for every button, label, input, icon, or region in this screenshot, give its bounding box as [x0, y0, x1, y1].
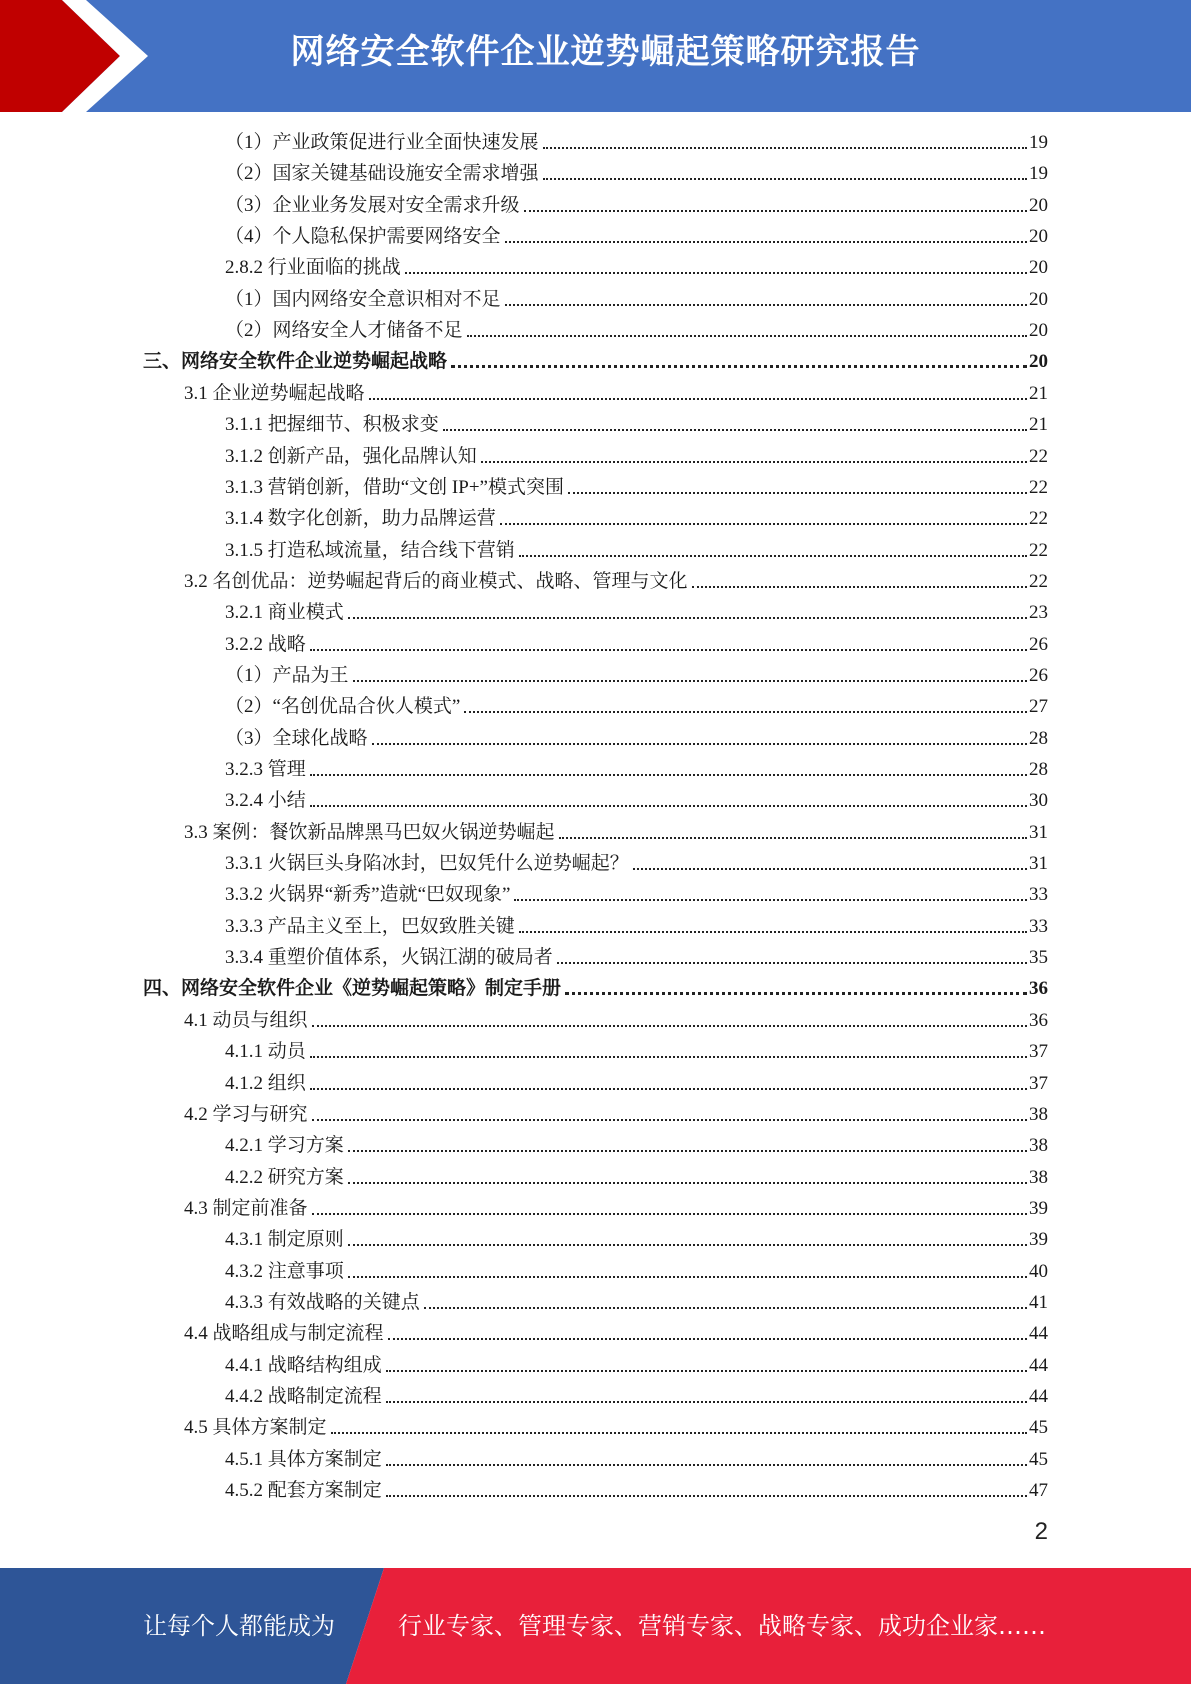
toc-entry[interactable]	[225, 911, 1048, 942]
toc-entry-page: 20	[1029, 320, 1048, 342]
toc-entry[interactable]	[225, 284, 1048, 315]
toc-entry[interactable]	[184, 1099, 1048, 1130]
toc-entry-title: 4.5.1 具体方案制定	[225, 1448, 382, 1470]
toc-entry-page: 30	[1029, 790, 1048, 812]
toc-entry[interactable]	[225, 660, 1048, 691]
toc-entry-page: 37	[1029, 1041, 1048, 1063]
toc-entry-title: 3.2.1 商业模式	[225, 602, 344, 624]
toc-dot-leader	[543, 178, 1027, 180]
toc-entry-page: 28	[1029, 727, 1048, 749]
toc-entry-page: 44	[1029, 1386, 1048, 1407]
toc-entry[interactable]	[225, 1130, 1048, 1161]
toc-entry-page: 23	[1029, 602, 1048, 624]
toc-dot-leader	[348, 617, 1027, 619]
toc-entry-title: 3.2.3 管理	[225, 759, 306, 780]
toc-entry[interactable]	[225, 723, 1048, 754]
toc-entry[interactable]	[225, 1287, 1048, 1318]
toc-entry-page: 40	[1029, 1260, 1048, 1282]
toc-entry-page: 36	[1029, 1009, 1048, 1031]
toc-entry-page: 28	[1029, 759, 1048, 780]
toc-entry[interactable]	[184, 566, 1048, 597]
toc-dot-leader	[543, 147, 1027, 149]
toc-entry-page: 22	[1029, 476, 1048, 498]
toc-entry[interactable]	[225, 691, 1048, 722]
toc-entry-title: 3.2 名创优品：逆势崛起背后的商业模式、战略、管理与文化	[184, 570, 688, 592]
toc-entry[interactable]	[225, 1381, 1048, 1412]
toc-entry[interactable]	[225, 158, 1048, 189]
toc-entry-title: （3）全球化战略	[225, 727, 368, 749]
toc-dot-leader	[692, 586, 1027, 588]
toc-dot-leader	[386, 1370, 1027, 1372]
toc-entry-title: （2）“名创优品合伙人模式”	[225, 696, 461, 718]
toc-entry[interactable]	[184, 1193, 1048, 1224]
toc-entry-title: 3.1.4 数字化创新，助力品牌运营	[225, 508, 496, 530]
toc-entry-page: 22	[1029, 445, 1048, 467]
toc-entry-title: 3.1.5 打造私域流量，结合线下营销	[225, 539, 515, 561]
toc-entry-title: 3.3.1 火锅巨头身陷冰封，巴奴凭什么逆势崛起？	[225, 853, 629, 875]
toc-entry-page: 31	[1029, 853, 1048, 875]
toc-entry-title: 4.4.2 战略制定流程	[225, 1386, 382, 1407]
toc-entry[interactable]	[225, 1256, 1048, 1287]
toc-dot-leader	[443, 429, 1027, 431]
toc-entry[interactable]	[225, 221, 1048, 252]
toc-dot-leader	[388, 1338, 1027, 1340]
toc-entry[interactable]	[225, 315, 1048, 346]
toc-entry-page: 36	[1029, 978, 1048, 1000]
toc-entry[interactable]	[225, 409, 1048, 440]
toc-entry-page: 21	[1029, 382, 1048, 404]
toc-entry-page: 39	[1029, 1197, 1048, 1219]
toc-dot-leader	[386, 1495, 1027, 1497]
toc-entry-title: 3.1 企业逆势崛起战略	[184, 382, 365, 404]
toc-entry-title: 三、网络安全软件企业逆势崛起战略	[143, 351, 448, 373]
toc-entry-page: 21	[1029, 414, 1048, 436]
toc-entry-page: 31	[1029, 821, 1048, 843]
toc-dot-leader	[505, 304, 1027, 306]
toc-entry-page: 35	[1029, 947, 1048, 969]
toc-entry[interactable]	[225, 1224, 1048, 1255]
toc-dot-leader	[310, 1056, 1027, 1058]
toc-entry-title: 3.3.4 重塑价值体系，火锅江湖的破局者	[225, 947, 553, 969]
toc-entry-page: 33	[1029, 915, 1048, 937]
toc-entry[interactable]	[225, 472, 1048, 503]
toc-entry-page: 20	[1029, 257, 1048, 279]
toc-dot-leader	[353, 680, 1027, 682]
toc-entry-page: 41	[1029, 1291, 1048, 1313]
toc-entry[interactable]	[143, 346, 1048, 377]
toc-dot-leader	[481, 461, 1027, 463]
toc-entry-page: 20	[1029, 226, 1048, 248]
toc-entry-page: 22	[1029, 508, 1048, 530]
toc-entry-title: 2.8.2 行业面临的挑战	[225, 257, 401, 279]
toc-entry[interactable]	[225, 535, 1048, 566]
toc-entry[interactable]	[225, 879, 1048, 910]
toc-entry-page: 22	[1029, 539, 1048, 561]
toc-entry-title: 4.5.2 配套方案制定	[225, 1480, 382, 1502]
toc-entry-page: 20	[1029, 351, 1048, 373]
toc-entry-page: 19	[1029, 163, 1048, 185]
toc-entry[interactable]	[225, 1162, 1048, 1193]
toc-dot-leader	[331, 1432, 1027, 1434]
toc-entry-title: 4.2 学习与研究	[184, 1103, 308, 1125]
toc-entry-title: 3.3.3 产品主义至上，巴奴致胜关键	[225, 915, 515, 937]
toc-entry-title: 3.1.3 营销创新，借助“文创 IP+”模式突围	[225, 476, 564, 498]
toc-entry[interactable]	[225, 252, 1048, 283]
toc-entry-page: 20	[1029, 194, 1048, 216]
toc-entry[interactable]	[225, 441, 1048, 472]
page-footer	[0, 1568, 1191, 1684]
toc-entry-title: 3.2.4 小结	[225, 790, 306, 812]
toc-entry[interactable]	[184, 1318, 1048, 1349]
toc-entry-page: 44	[1029, 1354, 1048, 1376]
toc-entry[interactable]	[184, 1412, 1048, 1443]
toc-entry-page: 38	[1029, 1135, 1048, 1157]
toc-entry-page: 44	[1029, 1323, 1048, 1345]
toc-entry[interactable]	[225, 848, 1048, 879]
toc-dot-leader	[369, 398, 1027, 400]
footer-slogan-right: 行业专家、管理专家、营销专家、战略专家、成功企业家……	[398, 1612, 1046, 1640]
toc-dot-leader	[633, 868, 1027, 870]
toc-entry[interactable]	[143, 973, 1048, 1004]
toc-entry-title: 4.2.1 学习方案	[225, 1135, 344, 1157]
toc-dot-leader	[519, 555, 1027, 557]
toc-dot-leader	[559, 837, 1027, 839]
toc-entry-title: 4.3.1 制定原则	[225, 1229, 344, 1251]
toc-entry[interactable]	[225, 629, 1048, 660]
toc-entry-title: 4.2.2 研究方案	[225, 1166, 344, 1188]
toc-dot-leader	[312, 1213, 1027, 1215]
toc-dot-leader	[424, 1307, 1027, 1309]
toc-dot-leader	[386, 1464, 1027, 1466]
toc-dot-leader	[348, 1182, 1027, 1184]
toc-dot-leader	[568, 492, 1027, 494]
toc-dot-leader	[310, 649, 1027, 651]
toc-entry-page: 27	[1029, 696, 1048, 718]
toc-dot-leader	[310, 774, 1027, 776]
toc-dot-leader	[514, 899, 1027, 901]
toc-entry[interactable]	[225, 942, 1048, 973]
toc-entry[interactable]	[225, 503, 1048, 534]
toc-dot-leader	[505, 241, 1027, 243]
toc-entry-title: 3.1.2 创新产品，强化品牌认知	[225, 445, 477, 467]
toc-entry-title: 4.4 战略组成与制定流程	[184, 1323, 384, 1345]
toc-entry[interactable]	[225, 190, 1048, 221]
toc-entry-title: （4）个人隐私保护需要网络安全	[225, 226, 501, 248]
toc-dot-leader	[557, 962, 1027, 964]
toc-entry-page: 38	[1029, 1103, 1048, 1125]
toc-entry-title: 四、网络安全软件企业《逆势崛起策略》制定手册	[143, 978, 562, 1000]
toc-dot-leader	[312, 1025, 1027, 1027]
toc-entry[interactable]	[225, 1036, 1048, 1067]
toc-entry[interactable]	[184, 1005, 1048, 1036]
toc-entry-title: （1）国内网络安全意识相对不足	[225, 288, 501, 310]
toc-entry-title: 3.2.2 战略	[225, 633, 306, 655]
toc-dot-leader	[519, 931, 1027, 933]
toc-entry-title: 4.1.2 组织	[225, 1072, 306, 1094]
toc-dot-leader	[451, 365, 1027, 368]
toc-entry-title: 4.3 制定前准备	[184, 1197, 308, 1219]
toc-entry-title: （2）网络安全人才储备不足	[225, 320, 463, 342]
toc-entry-title: 4.3.3 有效战略的关键点	[225, 1291, 420, 1313]
toc-entry-title: （3）企业业务发展对安全需求升级	[225, 194, 520, 216]
toc-entry[interactable]	[184, 378, 1048, 409]
toc-entry[interactable]	[225, 1475, 1048, 1506]
toc-entry[interactable]	[225, 1444, 1048, 1475]
toc-entry-page: 20	[1029, 288, 1048, 310]
toc-entry[interactable]	[225, 1068, 1048, 1099]
toc-dot-leader	[464, 711, 1027, 713]
toc-entry[interactable]	[225, 785, 1048, 816]
toc-dot-leader	[348, 1244, 1027, 1246]
toc-entry-title: 3.3.2 火锅界“新秀”造就“巴奴现象”	[225, 884, 511, 906]
page-header	[0, 0, 1191, 112]
toc-entry-title: （1）产业政策促进行业全面快速发展	[225, 132, 539, 153]
toc-entry-title: 4.1.1 动员	[225, 1041, 306, 1063]
toc-entry[interactable]	[225, 754, 1048, 785]
toc-entry-title: 4.5 具体方案制定	[184, 1417, 327, 1439]
toc-entry-page: 47	[1029, 1480, 1048, 1502]
toc-entry-page: 26	[1029, 633, 1048, 655]
toc-entry-page: 19	[1029, 132, 1048, 153]
toc-dot-leader	[312, 1119, 1027, 1121]
toc-entry[interactable]	[225, 597, 1048, 628]
toc-entry-page: 38	[1029, 1166, 1048, 1188]
toc-entry-title: 4.1 动员与组织	[184, 1009, 308, 1031]
footer-slogan-left: 让每个人都能成为	[143, 1612, 335, 1640]
toc-entry-page: 37	[1029, 1072, 1048, 1094]
page-number: 2	[1034, 1518, 1048, 1545]
toc-dot-leader	[310, 805, 1027, 807]
toc-dot-leader	[348, 1150, 1027, 1152]
toc-dot-leader	[348, 1276, 1027, 1278]
toc-entry-page: 22	[1029, 570, 1048, 592]
toc-dot-leader	[565, 992, 1027, 995]
toc-dot-leader	[467, 335, 1027, 337]
toc-entry-title: 3.1.1 把握细节、积极求变	[225, 414, 439, 436]
toc-entry-title: （1）产品为王	[225, 664, 349, 686]
document-title: 网络安全软件企业逆势崛起策略研究报告	[290, 32, 921, 72]
toc-entry-title: 4.4.1 战略结构组成	[225, 1354, 382, 1376]
toc-entry[interactable]	[184, 817, 1048, 848]
toc-dot-leader	[386, 1401, 1027, 1403]
toc-dot-leader	[310, 1088, 1027, 1090]
toc-dot-leader	[405, 272, 1027, 274]
toc-entry-title: 3.3 案例：餐饮新品牌黑马巴奴火锅逆势崛起	[184, 821, 555, 843]
toc-entry[interactable]	[225, 1350, 1048, 1381]
toc-entry-page: 45	[1029, 1417, 1048, 1439]
toc-dot-leader	[372, 743, 1027, 745]
toc-entry-title: 4.3.2 注意事项	[225, 1260, 344, 1282]
toc-dot-leader	[500, 523, 1027, 525]
toc-entry-page: 39	[1029, 1229, 1048, 1251]
toc-entry[interactable]	[225, 127, 1048, 158]
toc-entry-page: 45	[1029, 1448, 1048, 1470]
toc-entry-page: 33	[1029, 884, 1048, 906]
toc-dot-leader	[524, 210, 1027, 212]
toc-entry-title: （2）国家关键基础设施安全需求增强	[225, 163, 539, 185]
toc-entry-page: 26	[1029, 664, 1048, 686]
